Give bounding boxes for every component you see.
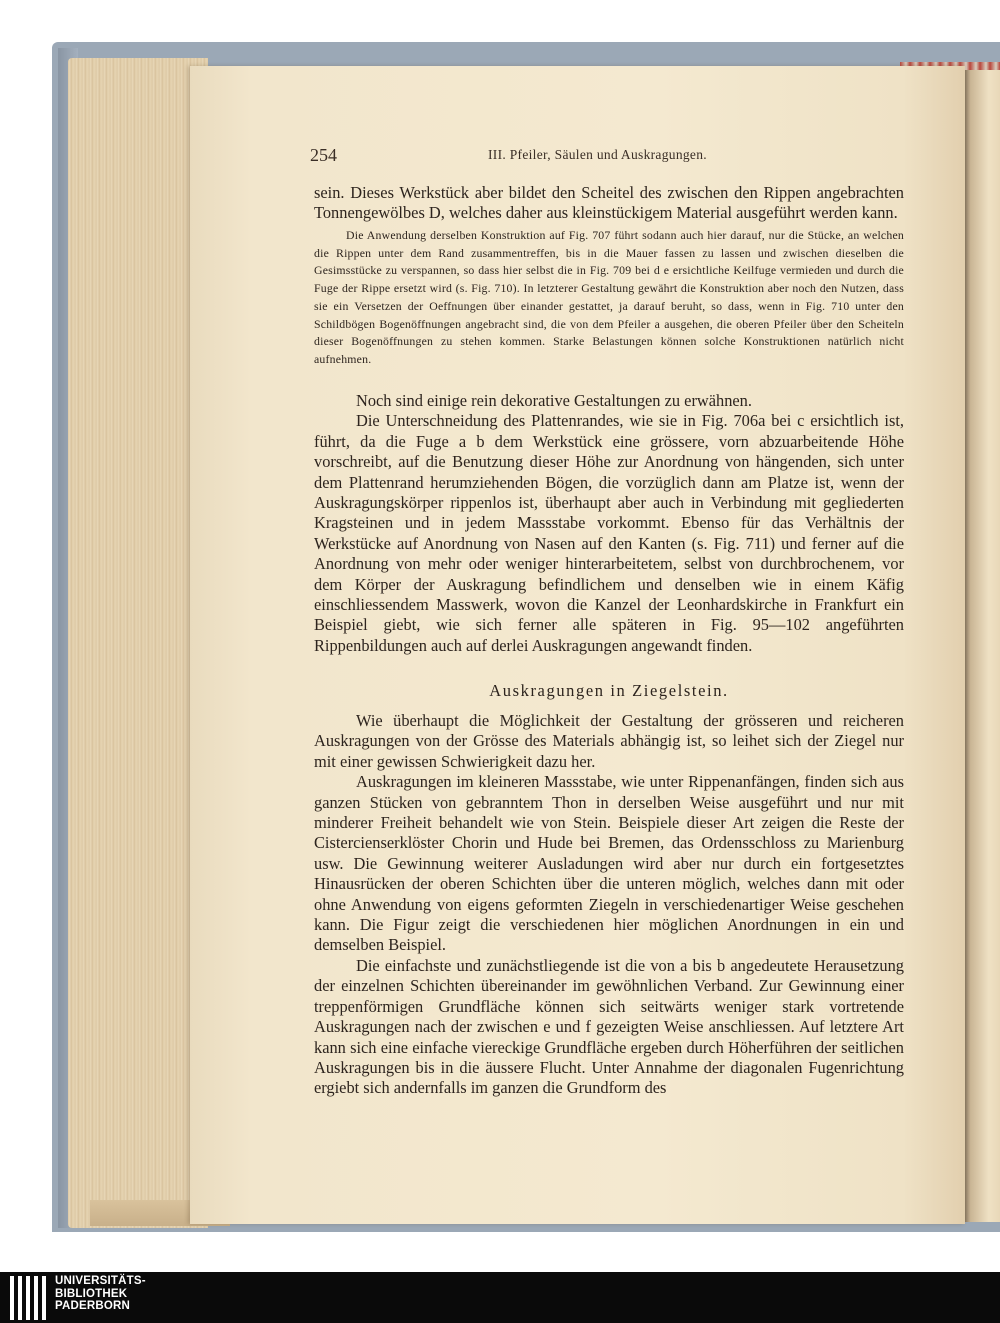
running-head: III. Pfeiler, Säulen und Auskragungen. (488, 147, 707, 162)
page-number: 254 (310, 145, 337, 165)
small-print-paragraph: Die Anwendung derselben Konstruktion auf Fig. 707 führt sodann auch hier darauf, nur die Stücke, an welchen die Rippen unter dem Rand zusammentreffen, bis in die Mauer fassen zu lassen und zwischen dieselben die Gesimsstücke zu verspannen, so dass hier selbst die in Fig. 709 bei d e ersichtliche Keilfuge vermieden und durch die Fuge der Rippe ersetzt wird (s. Fig. 710). In letzterer Gestaltung gewährt die Konstruktion aber noch den Nutzen, dass sie ein Versetzen der Oeffnungen über einander gestattet, ja darauf beruht, so dass, wenn in Fig. 710 unter den Schildbögen Bogenöffnungen angebracht sind, die von dem Pfeiler a ausgehen, die oberen Pfeiler über den Scheiteln dieser Bogenöffnungen zu stehen kommen. Starke Belastungen können solche Konstruktionen natürlich nicht aufnehmen. (314, 228, 904, 366)
page-edges (68, 58, 208, 1228)
paragraph: Die einfachste und zunächstliegende ist die von a bis b angedeutete Herausetzung der einzelnen Schichten übereinander im gewöhnlichen Verband. Zur Gewinnung einer treppenförmigen Grundfläche können sich seitwärts weniger stark vortretende Auskragungen nach der zwischen e und f gezeigten Weise anschliessen. Auf letztere Art kann sich eine einfache viereckige Grundfläche ergeben durch Höherführen der seitlichen Auskragungen bis in die äussere Flucht. Unter Annahme der diagonalen Fugenrichtung ergiebt sich andernfalls im ganzen die Grundform des (314, 955, 904, 1098)
text-block-decorative (314, 391, 904, 656)
paragraph: Die Unterschneidung des Plattenrandes, wie sie in Fig. 706a bei c ersichtlich ist, führt, da die Fuge a b dem Werkstück eine grössere, vorn abzuarbeitende Höhe vorschreibt, auf die Benutzung dieser Höhe zur Anordnung von hängenden, sich unter dem Plattenrand herumziehenden Bögen, die vorzüglich dann am Platze ist, wenn der Auskragungskörper rippenlos ist, überhaupt aber auch in Verbindung mit gegliederten Kragsteinen und in jedem Massstabe vorkommt. Ebenso für das Verhältnis der Werkstücke auf Anordnung von Nasen auf den Kanten (s. Fig. 711) und ferner auf die Anordnung von mehr oder weniger hinterarbeitetem, selbst von durchbrochenem, vor dem Körper der Auskragung befindlichem und denselben wie in einem Käfig einschliessendem Masswerk, wovon die Kanzel der Leonhardskirche in Frankfurt ein Beispiel giebt, wie sich ferner alle späteren in Fig. 95—102 angeführten Rippenbildungen auch auf derlei Auskragungen angewandt finden. (314, 411, 904, 655)
facing-page-edge (963, 70, 1000, 1222)
library-name-line: BIBLIOTHEK (55, 1287, 128, 1300)
library-name-line: UNIVERSITÄTS- (55, 1275, 146, 1287)
library-name (55, 1275, 146, 1313)
page-header (310, 145, 900, 167)
paragraph: Noch sind einige rein dekorative Gestaltungen zu erwähnen. (356, 391, 752, 410)
paragraph: sein. Dieses Werkstück aber bildet den Scheitel des zwischen den Rippen angebrachten Tonnengewölbes D, welches daher aus kleinstückigem Material ausgeführt werden kann. (314, 183, 904, 223)
library-name-line: PADERBORN (55, 1300, 131, 1312)
section-heading: Auskragungen in Ziegelstein. (489, 681, 729, 700)
library-barcode-logo-icon (10, 1276, 52, 1320)
paragraph: Auskragungen im kleineren Massstabe, wie unter Rippenanfängen, finden sich aus ganzen Stücken von gebranntem Thon in derselben Weise ausgeführt und nur mit minderer Freiheit behandelt wie von Stein. Beispiele dieser Art zeigen die Reste der Cistercienserklöster Chorin und Hude bei Bremen, das Ordensschloss zu Marienburg usw. Die Gewinnung weiterer Ausladungen wird aber nur durch ein fortgesetztes Hinausrücken der oberen Schichten über die unteren möglich, welches dann mit oder ohne Anwendung von eigens geformten Ziegeln in verschiedenartiger Weise geschehen kann. Die Figur zeigt die verschiedenen hier möglichen Anordnungen in ein und demselben Beispiel. (314, 772, 904, 955)
library-footer (0, 1272, 1000, 1323)
text-block-brick (314, 711, 904, 1099)
footnote-block (314, 227, 904, 369)
text-block-intro (314, 183, 904, 224)
paragraph: Wie überhaupt die Möglichkeit der Gestaltung der grösseren und reicheren Auskragungen von der Grösse des Materials abhängig ist, so leihet sich der Ziegel nur mit einer gewissen Schwierigkeit dazu her. (314, 711, 904, 771)
